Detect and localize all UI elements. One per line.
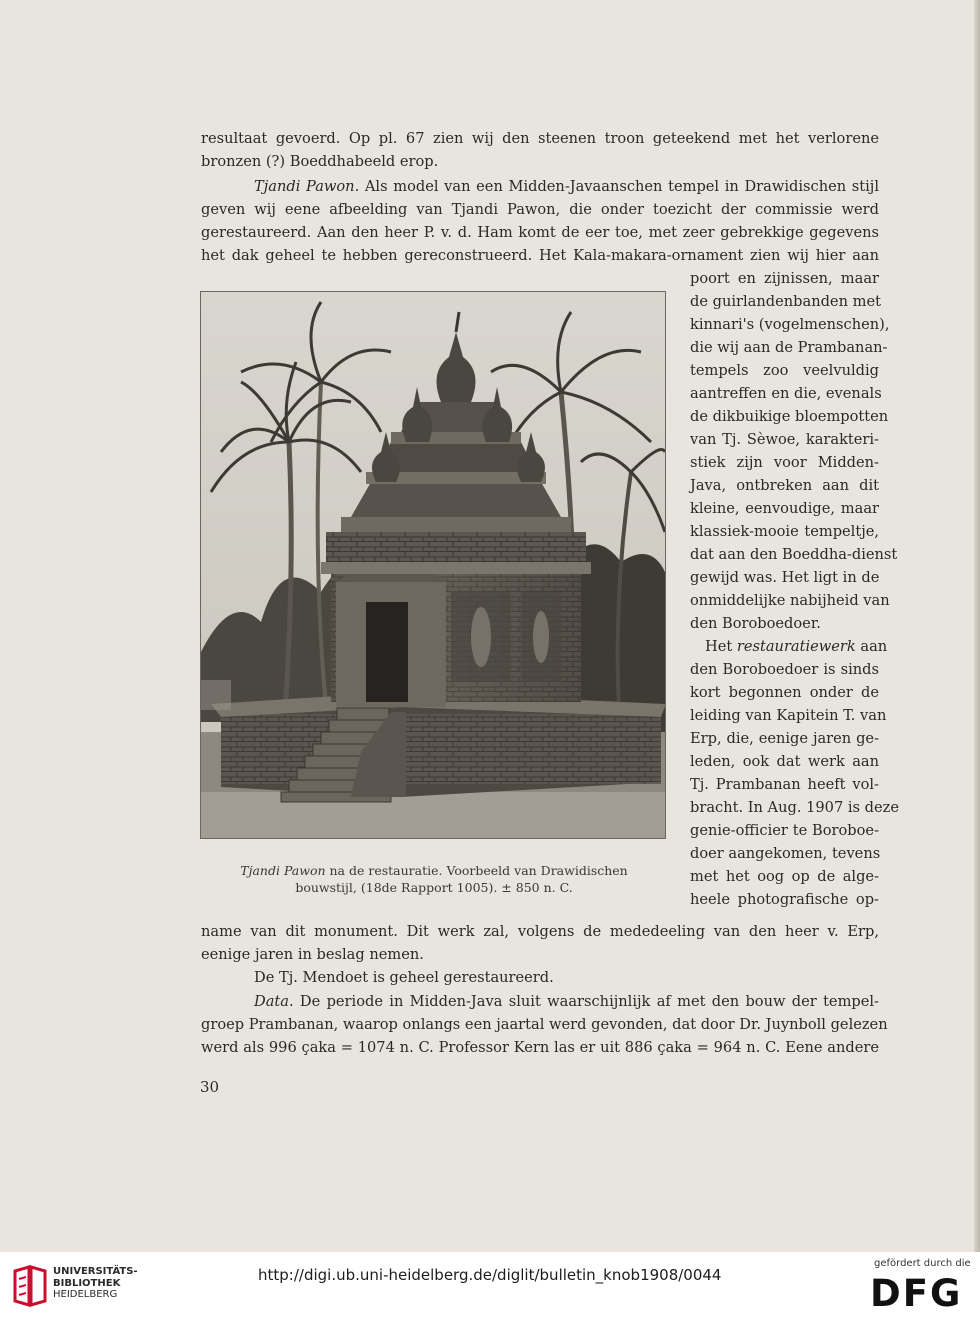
- temple-photograph: [200, 291, 666, 839]
- text-line: klassiek-mooie tempeltje,: [690, 523, 879, 540]
- text-line: met het oog op de alge-: [690, 868, 879, 885]
- page-number: 30: [200, 1078, 220, 1096]
- library-name: [53, 1266, 138, 1301]
- text-line: de guirlandenbanden met: [690, 293, 881, 310]
- text-line: doer aangekomen, tevens: [690, 845, 881, 862]
- text-line: bronzen (?) Boeddhabeeld erop.: [201, 153, 439, 170]
- text-line: kleine, eenvoudige, maar: [690, 500, 879, 517]
- text-line: leden, ook dat werk aan: [690, 753, 879, 770]
- text-line: bracht. In Aug. 1907 is deze: [690, 799, 899, 816]
- text-line: dat aan den Boeddha-dienst: [690, 546, 898, 563]
- text-line: name van dit monument. Dit werk zal, volgens de mededeeling van den heer v. Erp,: [201, 923, 879, 940]
- run-in-title: Data.: [254, 993, 294, 1010]
- text-run: De periode in Midden-Java sluit waarschijnlijk af met den bouw der tempel-: [293, 993, 879, 1010]
- text-line: Java, ontbreken aan dit: [690, 477, 879, 494]
- text-line: aantreffen en die, evenals: [690, 385, 882, 402]
- text-line: leiding van Kapitein T. van: [690, 707, 887, 724]
- text-line: kort begonnen onder de: [690, 684, 879, 701]
- text-line: de dikbuikige bloempotten: [690, 408, 889, 425]
- text-line: eenige jaren in beslag nemen.: [201, 946, 424, 963]
- source-url-link[interactable]: http://digi.ub.uni-heidelberg.de/diglit/bulletin_knob1908/0044: [258, 1266, 722, 1284]
- text-line: kinnari's (vogelmenschen),: [690, 316, 890, 333]
- text-line: van Tj. Sèwoe, karakteri-: [690, 431, 879, 448]
- footer-bar: [0, 1252, 980, 1321]
- text-line: Erp, die, eenige jaren ge-: [690, 730, 879, 747]
- text-line: Tj. Prambanan heeft vol-: [690, 776, 879, 793]
- text-line: [705, 636, 888, 658]
- text-line: die wij aan de Prambanan-: [690, 339, 888, 356]
- text-run: aan: [855, 638, 888, 655]
- text-line: genie-officier te Boroboe-: [690, 822, 879, 839]
- run-in-title: Tjandi Pawon.: [254, 178, 360, 195]
- emphasis: restauratiewerk: [736, 638, 856, 655]
- caption-text: na de restauratie. Voorbeeld van Drawidischen: [325, 863, 628, 878]
- university-library-logo-icon: [11, 1265, 49, 1309]
- text-line: groep Prambanan, waarop onlangs een jaartal werd gevonden, dat door Dr. Juynboll gelezen: [201, 1016, 888, 1033]
- dfg-logo: DFG: [870, 1272, 963, 1315]
- text-line: den Boroboedoer.: [690, 615, 821, 632]
- text-line: gewijd was. Het ligt in de: [690, 569, 880, 586]
- library-line: HEIDELBERG: [53, 1289, 118, 1300]
- text-line: het dak geheel te hebben gereconstrueerd. Het Kala-makara-ornament zien wij hier aan: [201, 247, 879, 264]
- text-line: onmiddelijke nabijheid van: [690, 592, 890, 609]
- text-line: tempels zoo veelvuldig: [690, 362, 879, 379]
- text-run: Als model van een Midden-Javaanschen tempel in Drawidischen stijl: [359, 178, 879, 195]
- sponsor-label: gefördert durch die: [874, 1258, 971, 1269]
- text-line: [254, 176, 879, 198]
- text-line: stiek zijn voor Midden-: [690, 454, 879, 471]
- text-line: poort en zijnissen, maar: [690, 270, 879, 287]
- text-line: De Tj. Mendoet is geheel gerestaureerd.: [254, 969, 554, 986]
- text-line: gerestaureerd. Aan den heer P. v. d. Ham komt de eer toe, met zeer gebrekkige gegevens: [201, 224, 879, 241]
- library-line: BIBLIOTHEK: [53, 1277, 121, 1289]
- text-line: [254, 991, 879, 1013]
- figure-caption-line-2: bouwstijl, (18de Rapport 1005). ± 850 n. C.: [295, 880, 573, 895]
- text-line: heele photografische op-: [690, 891, 879, 908]
- library-line: UNIVERSITÄTS-: [53, 1266, 138, 1277]
- text-line: werd als 996 çaka = 1074 n. C. Professor Kern las er uit 886 çaka = 964 n. C. Eene andere: [201, 1039, 879, 1056]
- text-line: geven wij eene afbeelding van Tjandi Pawon, die onder toezicht der commissie werd: [201, 201, 879, 218]
- text-line: resultaat gevoerd. Op pl. 67 zien wij den steenen troon geteekend met het verlorene: [201, 130, 879, 147]
- text-line: den Boroboedoer is sinds: [690, 661, 879, 678]
- figure-caption: [216, 862, 652, 879]
- page-edge: [974, 0, 980, 1252]
- text-run: Het: [705, 638, 737, 655]
- caption-title: Tjandi Pawon: [240, 863, 326, 878]
